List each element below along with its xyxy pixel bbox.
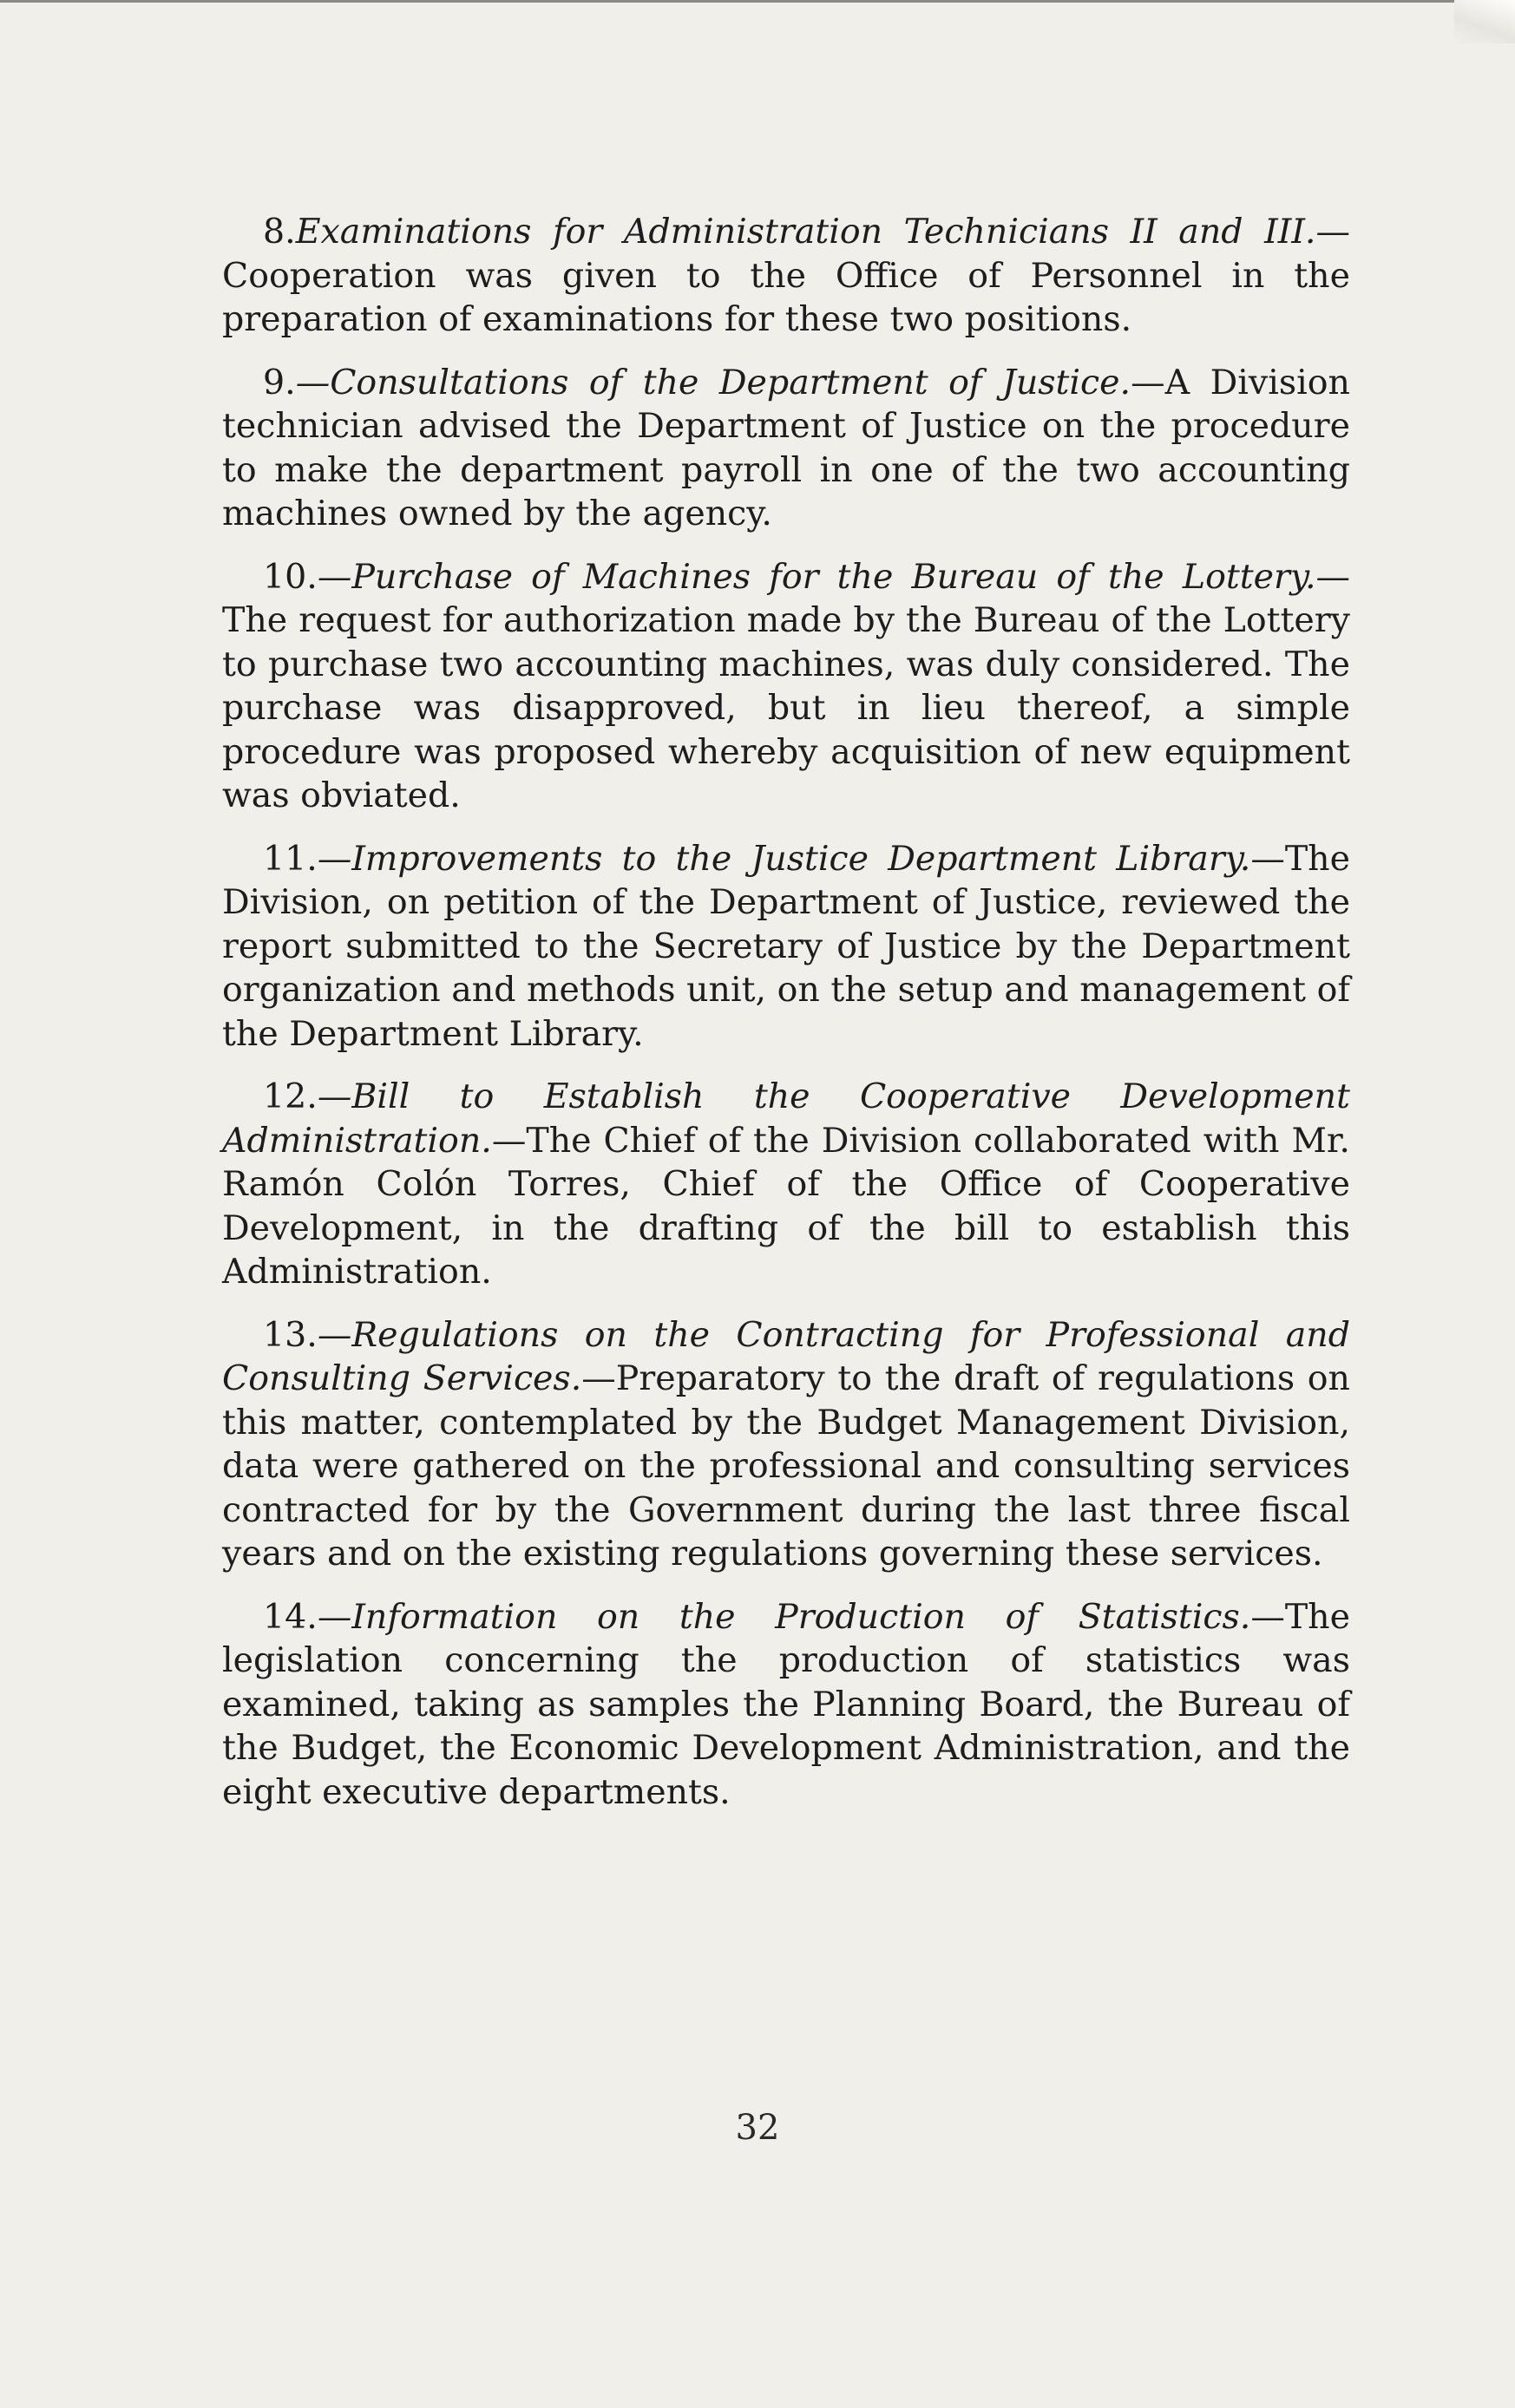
paragraph-number: 8.	[263, 212, 296, 252]
paragraph-text: —Preparatory to the draft of regulations on this matter, contemplated by the Budget Management Division, data were gathered on the professional and consulting services contracted for by the Government during the last three fiscal years and on the existing regulations governing these services.	[222, 1358, 1350, 1574]
paragraph-text: —Cooperation was given to the Office of Personnel in the preparation of examinations for these two positions.	[222, 212, 1350, 339]
paragraph-number: 11.	[263, 838, 318, 879]
paragraph-10	[222, 555, 1350, 818]
paragraph-8	[222, 210, 1350, 342]
page-body	[222, 210, 1350, 1833]
paragraph-text: — The request for authorization made by the Bureau of the Lottery to purchase two accounting machines, was duly considered. The purchase was disapproved, but in lieu thereof, a simple procedure was proposed whereby acquisition of new equipment was obviated.	[222, 556, 1350, 815]
top-edge-rule	[0, 0, 1475, 3]
paragraph-9	[222, 361, 1350, 536]
paragraph-number: 9.	[263, 362, 296, 402]
paragraph-title: —Consultations of the Department of Justice.	[295, 362, 1131, 402]
paragraph-title: Examinations for Administration Technicians II and III.	[295, 212, 1316, 252]
page-number: 32	[735, 2108, 780, 2148]
paragraph-12	[222, 1075, 1350, 1294]
paragraph-text: —A Division technician advised the Department of Justice on the procedure to make the department payroll in one of the two accounting machines owned by the agency.	[222, 362, 1350, 533]
paragraph-title: —Bill to Establish the Cooperative Development Administration.	[222, 1076, 1350, 1161]
paragraph-number: 12.	[263, 1076, 318, 1116]
paragraph-text: —The Chief of the Division collaborated with Mr. Ramón Colón Torres, Chief of the Office of Cooperative Development, in the drafting of the bill to establish this Administration.	[222, 1120, 1350, 1292]
paragraph-title: —Purchase of Machines for the Bureau of the Lottery.	[317, 556, 1316, 597]
paragraph-title: —Regulations on the Contracting for Professional and Consulting Services.	[222, 1314, 1350, 1398]
paragraph-text: —The legislation concerning the production of statistics was examined, taking as samples the Planning Board, the Bureau of the Budget, the Economic Development Administration, and the eight executive departments.	[222, 1596, 1350, 1812]
paragraph-title: —Improvements to the Justice Department Library.	[317, 838, 1251, 879]
paragraph-13	[222, 1313, 1350, 1576]
paragraph-text: —The Division, on petition of the Department of Justice, reviewed the report submitted to the Secretary of Justice by the Department organization and methods unit, on the setup and management of the Department Library.	[222, 838, 1350, 1054]
paragraph-title: —Information on the Production of Statistics.	[317, 1596, 1251, 1637]
paragraph-14	[222, 1595, 1350, 1815]
paragraph-number: 10.	[263, 556, 318, 597]
paragraph-11	[222, 837, 1350, 1057]
page-corner-curl	[1454, 0, 1515, 43]
paragraph-number: 14.	[263, 1596, 318, 1637]
paragraph-number: 13.	[263, 1314, 318, 1355]
